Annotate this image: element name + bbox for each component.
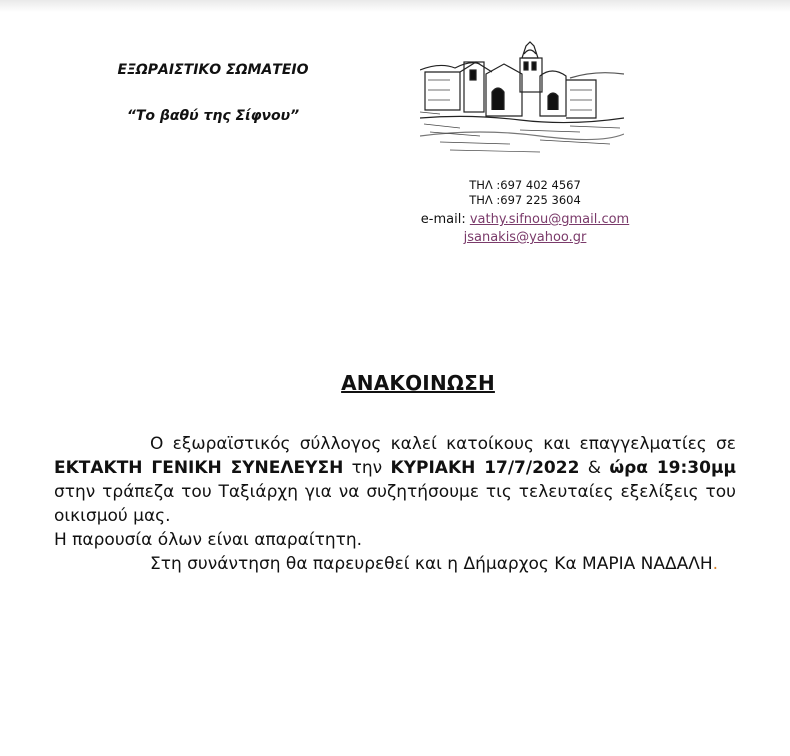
p3-text: Στη συνάντηση θα παρευρεθεί και η Δήμαρχος Κα ΜΑΡΙΑ ΝΑΔΑΛΗ: [150, 554, 713, 574]
phone-2: ΤΗΛ :697 225 3604: [469, 193, 581, 207]
paragraph-1: [54, 432, 736, 528]
page-top-shadow: [0, 0, 790, 12]
email-line-2: [372, 230, 678, 246]
paragraph-3: [54, 552, 736, 576]
p1-text-b: την: [343, 458, 391, 478]
paragraph-2: Η παρουσία όλων είναι απαραίτητη.: [54, 530, 363, 550]
contact-block: [372, 178, 678, 246]
email-line: [372, 210, 678, 230]
email-link-1[interactable]: vathy.sifnou@gmail.com: [469, 212, 630, 227]
church-sketch-icon: [420, 40, 624, 158]
p1-bold-assembly: ΕΚΤΑΚΤΗ ΓΕΝΙΚΗ ΣΥΝΕΛΕΥΣΗ: [54, 458, 344, 478]
p3-end-dot: .: [712, 554, 719, 574]
p1-bold-date: ΚΥΡΙΑΚΗ 17/7/2022: [390, 458, 580, 478]
phone-1: ΤΗΛ :697 402 4567: [469, 178, 581, 192]
p1-text-d: στην τράπεζα του Ταξιάρχη για να συζητήσουμε τις τελευταίες εξελίξεις του οικισμού μας.: [54, 482, 736, 526]
announcement-body: [54, 432, 736, 576]
email-link-2[interactable]: jsanakis@yahoo.gr: [463, 230, 587, 245]
p1-bold-time: ώρα 19:30μμ: [609, 458, 736, 478]
p1-text-a: Ο εξωραϊστικός σύλλογος καλεί κατοίκους και επαγγελματίες σε: [150, 434, 736, 454]
announcement-title: ΑΝΑΚΟΙΝΩΣΗ: [341, 371, 495, 395]
p1-text-c: &: [579, 458, 610, 478]
org-motto: “Το βαθύ της Σίφνου”: [126, 108, 300, 124]
email-label: e-mail:: [420, 212, 470, 227]
org-name: ΕΞΩΡΑΙΣΤΙΚΟ ΣΩΜΑΤΕΙΟ: [117, 62, 309, 78]
